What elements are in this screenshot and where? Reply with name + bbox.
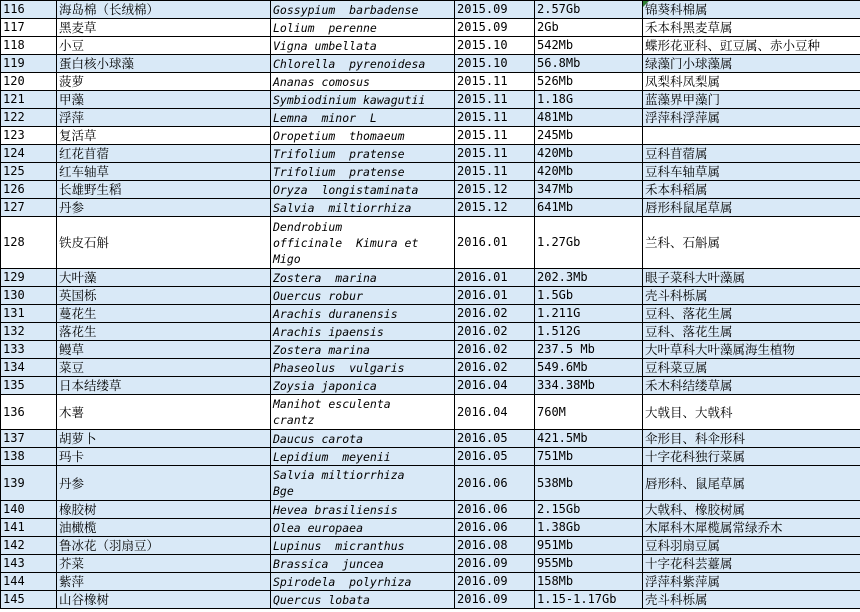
species-common-name-cell: 海岛棉（长绒棉） <box>57 1 271 19</box>
genome-size-cell: 420Mb <box>535 145 643 163</box>
genome-size-cell: 1.512G <box>535 323 643 341</box>
species-latin-name-cell: Arachis ipaensis <box>271 323 455 341</box>
table-row <box>1 199 860 217</box>
taxonomy-cell: 豆科菜豆属 <box>643 359 860 377</box>
species-latin-name-cell: Ouercus robur <box>271 287 455 305</box>
row-number-cell: 130 <box>1 287 57 305</box>
species-common-name-cell: 蛋白核小球藻 <box>57 55 271 73</box>
row-number-cell: 143 <box>1 555 57 573</box>
publish-date-cell: 2016.05 <box>455 448 535 466</box>
species-latin-name-cell: Quercus lobata <box>271 591 455 609</box>
publish-date-cell: 2016.09 <box>455 555 535 573</box>
row-number-cell: 119 <box>1 55 57 73</box>
row-number-cell: 133 <box>1 341 57 359</box>
table-row <box>1 287 860 305</box>
publish-date-cell: 2015.11 <box>455 91 535 109</box>
species-common-name-cell: 鲁冰花（羽扇豆） <box>57 537 271 555</box>
table-row <box>1 305 860 323</box>
genome-table-body <box>1 1 860 609</box>
species-latin-name-cell: Zostera marina <box>271 269 455 287</box>
publish-date-cell: 2015.09 <box>455 19 535 37</box>
genome-size-cell: 1.211G <box>535 305 643 323</box>
species-common-name-cell: 甲藻 <box>57 91 271 109</box>
table-row <box>1 19 860 37</box>
species-common-name-cell: 日本结缕草 <box>57 377 271 395</box>
publish-date-cell: 2016.01 <box>455 217 535 269</box>
species-common-name-cell: 鳗草 <box>57 341 271 359</box>
genome-size-cell: 1.5Gb <box>535 287 643 305</box>
table-row <box>1 466 860 501</box>
table-row <box>1 269 860 287</box>
species-latin-name-cell: Ananas comosus <box>271 73 455 91</box>
species-common-name-cell: 浮萍 <box>57 109 271 127</box>
taxonomy-cell <box>643 127 860 145</box>
genome-size-cell: 955Mb <box>535 555 643 573</box>
taxonomy-cell: 凤梨科凤梨属 <box>643 73 860 91</box>
genome-size-cell: 202.3Mb <box>535 269 643 287</box>
taxonomy-cell: 壳斗科栎属 <box>643 287 860 305</box>
species-latin-name-cell: Arachis duranensis <box>271 305 455 323</box>
taxonomy-cell: 木犀科木犀榄属常绿乔木 <box>643 519 860 537</box>
species-common-name-cell: 蔓花生 <box>57 305 271 323</box>
row-number-cell: 122 <box>1 109 57 127</box>
genome-size-cell: 158Mb <box>535 573 643 591</box>
genome-size-cell: 1.15-1.17Gb <box>535 591 643 609</box>
genome-size-cell: 237.5 Mb <box>535 341 643 359</box>
taxonomy-cell: 豆科羽扇豆属 <box>643 537 860 555</box>
species-latin-name-cell: Zoysia japonica <box>271 377 455 395</box>
taxonomy-cell: 大戟科、橡胶树属 <box>643 501 860 519</box>
row-number-cell: 124 <box>1 145 57 163</box>
species-common-name-cell: 紫萍 <box>57 573 271 591</box>
species-common-name-cell: 山谷橡树 <box>57 591 271 609</box>
genome-size-cell: 641Mb <box>535 199 643 217</box>
publish-date-cell: 2016.08 <box>455 537 535 555</box>
species-common-name-cell: 英国栎 <box>57 287 271 305</box>
species-common-name-cell: 丹参 <box>57 199 271 217</box>
table-row <box>1 145 860 163</box>
species-latin-name-cell: Trifolium pratense <box>271 145 455 163</box>
genome-size-cell: 2.15Gb <box>535 501 643 519</box>
publish-date-cell: 2015.10 <box>455 55 535 73</box>
taxonomy-cell: 禾本科黑麦草属 <box>643 19 860 37</box>
publish-date-cell: 2016.02 <box>455 305 535 323</box>
row-number-cell: 141 <box>1 519 57 537</box>
taxonomy-cell: 大叶草科大叶藻属海生植物 <box>643 341 860 359</box>
genome-size-cell: 2.57Gb <box>535 1 643 19</box>
species-latin-name-cell: Hevea brasiliensis <box>271 501 455 519</box>
species-latin-name-cell: Chlorella pyrenoidesa <box>271 55 455 73</box>
table-row <box>1 73 860 91</box>
row-number-cell: 137 <box>1 430 57 448</box>
publish-date-cell: 2016.06 <box>455 519 535 537</box>
row-number-cell: 134 <box>1 359 57 377</box>
taxonomy-cell: 蓝藻界甲藻门 <box>643 91 860 109</box>
species-common-name-cell: 胡萝卜 <box>57 430 271 448</box>
taxonomy-cell: 兰科、石斛属 <box>643 217 860 269</box>
publish-date-cell: 2015.11 <box>455 127 535 145</box>
taxonomy-cell: 禾木科结缕草属 <box>643 377 860 395</box>
table-row <box>1 217 860 269</box>
species-common-name-cell: 铁皮石斛 <box>57 217 271 269</box>
species-common-name-cell: 木薯 <box>57 395 271 430</box>
taxonomy-cell: 唇形科、鼠尾草属 <box>643 466 860 501</box>
genome-size-cell: 481Mb <box>535 109 643 127</box>
genome-size-cell: 347Mb <box>535 181 643 199</box>
species-latin-name-cell: Symbiodinium kawagutii <box>271 91 455 109</box>
species-common-name-cell: 芥菜 <box>57 555 271 573</box>
table-row <box>1 341 860 359</box>
species-latin-name-cell: Dendrobium officinale Kimura et Migo <box>271 217 455 269</box>
table-row <box>1 127 860 145</box>
table-row <box>1 163 860 181</box>
table-row <box>1 181 860 199</box>
species-latin-name-cell: Zostera marina <box>271 341 455 359</box>
row-number-cell: 118 <box>1 37 57 55</box>
taxonomy-cell: 十字花科芸薹属 <box>643 555 860 573</box>
table-row <box>1 430 860 448</box>
species-latin-name-cell: Olea europaea <box>271 519 455 537</box>
table-row <box>1 591 860 609</box>
species-common-name-cell: 大叶藻 <box>57 269 271 287</box>
species-common-name-cell: 黑麦草 <box>57 19 271 37</box>
taxonomy-cell: 浮萍科浮萍属 <box>643 109 860 127</box>
publish-date-cell: 2015.10 <box>455 37 535 55</box>
table-row <box>1 109 860 127</box>
species-common-name-cell: 红花苜蓿 <box>57 145 271 163</box>
species-latin-name-cell: Spirodela polyrhiza <box>271 573 455 591</box>
publish-date-cell: 2016.01 <box>455 269 535 287</box>
row-number-cell: 144 <box>1 573 57 591</box>
species-latin-name-cell: Lepidium meyenii <box>271 448 455 466</box>
publish-date-cell: 2015.09 <box>455 1 535 19</box>
species-common-name-cell: 小豆 <box>57 37 271 55</box>
species-latin-name-cell: Gossypium barbadense <box>271 1 455 19</box>
table-row <box>1 537 860 555</box>
species-latin-name-cell: Salvia miltiorrhiza Bge <box>271 466 455 501</box>
row-number-cell: 142 <box>1 537 57 555</box>
species-common-name-cell: 油橄榄 <box>57 519 271 537</box>
genome-size-cell: 751Mb <box>535 448 643 466</box>
taxonomy-cell: 大戟目、大戟科 <box>643 395 860 430</box>
row-number-cell: 145 <box>1 591 57 609</box>
taxonomy-cell: 禾本科稻属 <box>643 181 860 199</box>
row-number-cell: 129 <box>1 269 57 287</box>
publish-date-cell: 2015.12 <box>455 199 535 217</box>
publish-date-cell: 2016.02 <box>455 341 535 359</box>
taxonomy-cell: 浮萍科紫萍属 <box>643 573 860 591</box>
genome-size-cell: 526Mb <box>535 73 643 91</box>
table-row <box>1 555 860 573</box>
species-latin-name-cell: Oropetium thomaeum <box>271 127 455 145</box>
row-number-cell: 127 <box>1 199 57 217</box>
taxonomy-cell: 豆科苜蓿属 <box>643 145 860 163</box>
species-common-name-cell: 丹参 <box>57 466 271 501</box>
taxonomy-cell: 十字花科独行菜属 <box>643 448 860 466</box>
taxonomy-cell: 伞形目、科伞形科 <box>643 430 860 448</box>
publish-date-cell: 2016.05 <box>455 430 535 448</box>
species-latin-name-cell: Trifolium pratense <box>271 163 455 181</box>
genome-size-cell: 760M <box>535 395 643 430</box>
species-common-name-cell: 菜豆 <box>57 359 271 377</box>
table-row <box>1 573 860 591</box>
species-common-name-cell: 落花生 <box>57 323 271 341</box>
row-number-cell: 120 <box>1 73 57 91</box>
row-number-cell: 128 <box>1 217 57 269</box>
publish-date-cell: 2016.06 <box>455 501 535 519</box>
species-latin-name-cell: Phaseolus vulgaris <box>271 359 455 377</box>
genome-size-cell: 420Mb <box>535 163 643 181</box>
publish-date-cell: 2016.02 <box>455 323 535 341</box>
species-latin-name-cell: Salvia miltiorrhiza <box>271 199 455 217</box>
taxonomy-cell: 壳斗科栎属 <box>643 591 860 609</box>
genome-size-cell: 549.6Mb <box>535 359 643 377</box>
row-number-cell: 116 <box>1 1 57 19</box>
taxonomy-cell: 锦葵科棉属 <box>643 1 860 19</box>
publish-date-cell: 2015.11 <box>455 163 535 181</box>
table-row <box>1 1 860 19</box>
table-row <box>1 37 860 55</box>
species-common-name-cell: 复活草 <box>57 127 271 145</box>
row-number-cell: 123 <box>1 127 57 145</box>
genome-size-cell: 1.38Gb <box>535 519 643 537</box>
taxonomy-cell: 绿藻门小球藻属 <box>643 55 860 73</box>
publish-date-cell: 2015.11 <box>455 109 535 127</box>
row-number-cell: 121 <box>1 91 57 109</box>
taxonomy-cell: 豆科、落花生属 <box>643 305 860 323</box>
species-latin-name-cell: Oryza longistaminata <box>271 181 455 199</box>
species-latin-name-cell: Lupinus micranthus <box>271 537 455 555</box>
species-common-name-cell: 菠萝 <box>57 73 271 91</box>
taxonomy-cell: 唇形科鼠尾草属 <box>643 199 860 217</box>
row-number-cell: 139 <box>1 466 57 501</box>
publish-date-cell: 2015.12 <box>455 181 535 199</box>
genome-size-cell: 542Mb <box>535 37 643 55</box>
publish-date-cell: 2016.06 <box>455 466 535 501</box>
row-number-cell: 136 <box>1 395 57 430</box>
species-latin-name-cell: Brassica juncea <box>271 555 455 573</box>
species-latin-name-cell: Vigna umbellata <box>271 37 455 55</box>
genome-size-cell: 56.8Mb <box>535 55 643 73</box>
species-latin-name-cell: Daucus carota <box>271 430 455 448</box>
row-number-cell: 138 <box>1 448 57 466</box>
row-number-cell: 132 <box>1 323 57 341</box>
species-common-name-cell: 橡胶树 <box>57 501 271 519</box>
taxonomy-cell: 蝶形花亚科、豇豆属、赤小豆种 <box>643 37 860 55</box>
table-row <box>1 501 860 519</box>
genome-size-cell: 951Mb <box>535 537 643 555</box>
publish-date-cell: 2016.01 <box>455 287 535 305</box>
species-latin-name-cell: Manihot esculenta crantz <box>271 395 455 430</box>
table-row <box>1 519 860 537</box>
species-latin-name-cell: Lolium perenne <box>271 19 455 37</box>
taxonomy-cell: 豆科车轴草属 <box>643 163 860 181</box>
taxonomy-cell: 豆科、落花生属 <box>643 323 860 341</box>
table-row <box>1 91 860 109</box>
genome-size-cell: 2Gb <box>535 19 643 37</box>
species-common-name-cell: 红车轴草 <box>57 163 271 181</box>
genome-size-cell: 1.27Gb <box>535 217 643 269</box>
publish-date-cell: 2016.02 <box>455 359 535 377</box>
row-number-cell: 131 <box>1 305 57 323</box>
publish-date-cell: 2015.11 <box>455 73 535 91</box>
genome-size-cell: 538Mb <box>535 466 643 501</box>
row-number-cell: 117 <box>1 19 57 37</box>
table-row <box>1 55 860 73</box>
species-common-name-cell: 玛卡 <box>57 448 271 466</box>
species-common-name-cell: 长雄野生稻 <box>57 181 271 199</box>
species-latin-name-cell: Lemna minor L <box>271 109 455 127</box>
table-row <box>1 323 860 341</box>
publish-date-cell: 2015.11 <box>455 145 535 163</box>
publish-date-cell: 2016.09 <box>455 573 535 591</box>
genome-size-cell: 421.5Mb <box>535 430 643 448</box>
row-number-cell: 135 <box>1 377 57 395</box>
table-row <box>1 377 860 395</box>
publish-date-cell: 2016.04 <box>455 395 535 430</box>
row-number-cell: 125 <box>1 163 57 181</box>
genome-size-cell: 334.38Mb <box>535 377 643 395</box>
table-row <box>1 395 860 430</box>
publish-date-cell: 2016.04 <box>455 377 535 395</box>
table-row <box>1 359 860 377</box>
publish-date-cell: 2016.09 <box>455 591 535 609</box>
genome-size-cell: 245Mb <box>535 127 643 145</box>
taxonomy-cell: 眼子菜科大叶藻属 <box>643 269 860 287</box>
row-number-cell: 140 <box>1 501 57 519</box>
genome-size-cell: 1.18G <box>535 91 643 109</box>
table-row <box>1 448 860 466</box>
row-number-cell: 126 <box>1 181 57 199</box>
